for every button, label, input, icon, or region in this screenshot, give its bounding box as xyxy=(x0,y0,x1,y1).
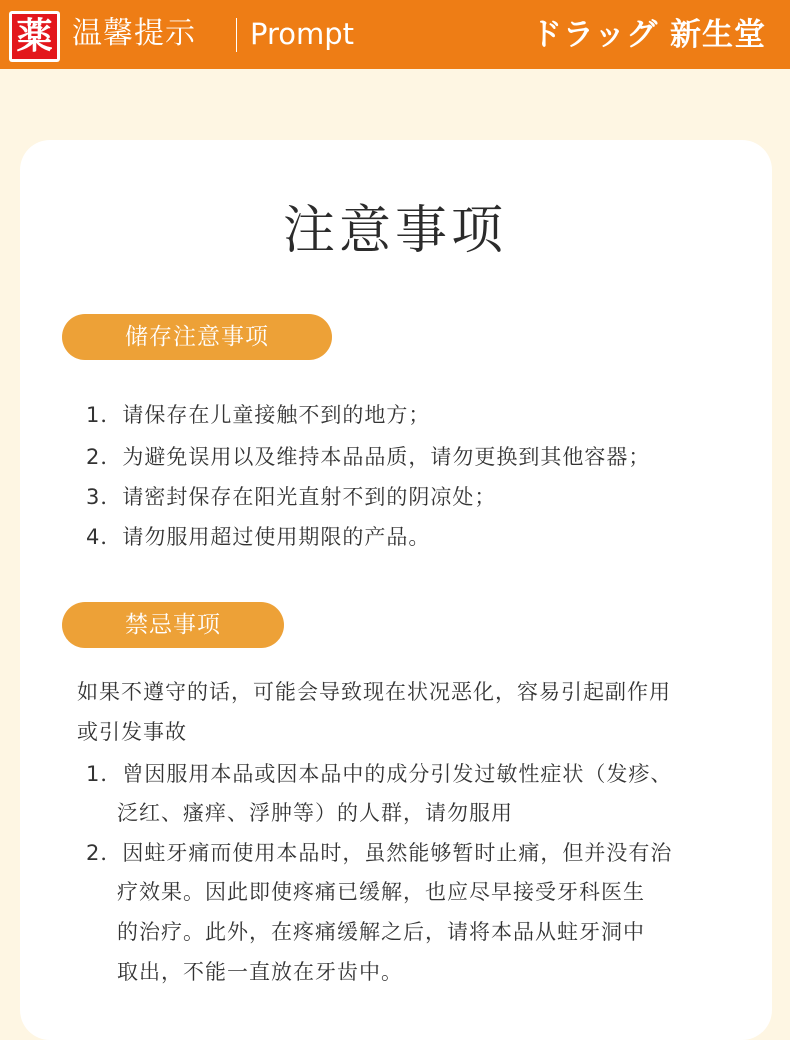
contraindication-item-line: 疗效果。因此即使疼痛已缓解，也应尽早接受牙科医生 xyxy=(117,880,645,904)
header-bar xyxy=(0,0,790,69)
header-divider xyxy=(236,18,237,52)
contraindications-intro-line: 如果不遵守的话，可能会导致现在状况恶化，容易引起副作用 xyxy=(77,680,671,704)
page-title: 注意事项 xyxy=(282,201,507,261)
pharmacy-logo-icon xyxy=(9,11,60,62)
contraindication-item-line: 取出，不能一直放在牙齿中。 xyxy=(117,960,403,984)
storage-section-heading: 储存注意事项 xyxy=(62,314,332,360)
storage-item: 2．为避免误用以及维持本品品质，请勿更换到其他容器； xyxy=(86,445,651,469)
contraindication-item-line: 的治疗。此外，在疼痛缓解之后，请将本品从蛀牙洞中 xyxy=(117,920,645,944)
brand-name: ドラッグ 新生堂 xyxy=(530,17,766,53)
contraindications-section-heading: 禁忌事项 xyxy=(62,602,284,648)
contraindications-intro-line: 或引发事故 xyxy=(77,720,187,744)
storage-item: 1．请保存在儿童接触不到的地方； xyxy=(86,403,431,427)
contraindication-item-line: 泛红、瘙痒、浮肿等）的人群，请勿服用 xyxy=(117,801,513,825)
contraindication-item-line: 1．曾因服用本品或因本品中的成分引发过敏性症状（发疹、 xyxy=(86,762,673,786)
header-title-english: Prompt xyxy=(250,17,355,51)
logo-seal: 薬 xyxy=(12,14,57,59)
header-title: 温馨提示 xyxy=(72,16,196,51)
storage-item: 4．请勿服用超过使用期限的产品。 xyxy=(86,525,431,549)
storage-item: 3．请密封保存在阳光直射不到的阴凉处； xyxy=(86,485,497,509)
contraindication-item-line: 2．因蛀牙痛而使用本品时，虽然能够暂时止痛，但并没有治 xyxy=(86,841,673,865)
